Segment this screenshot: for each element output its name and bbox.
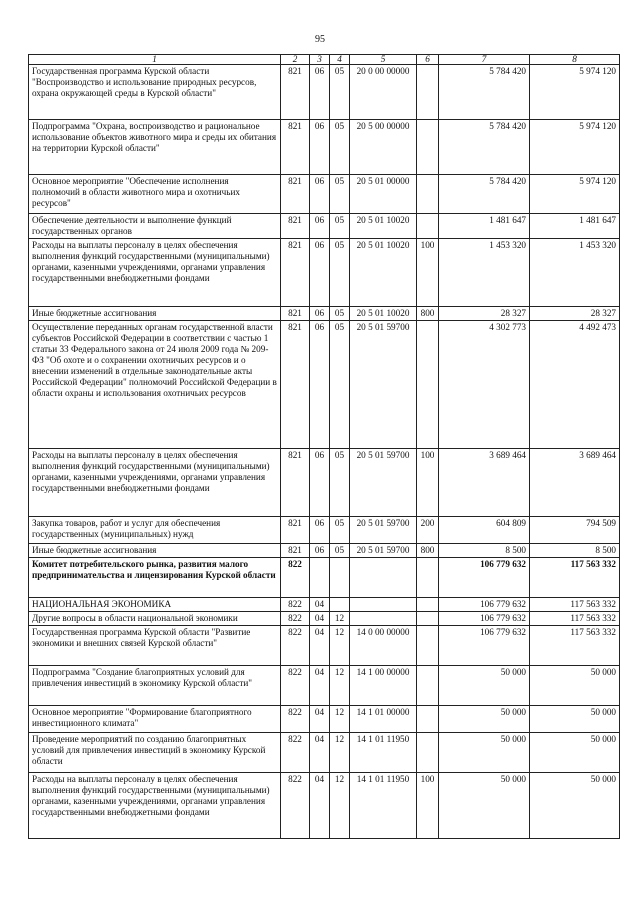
- subsection-code: 05: [330, 175, 350, 214]
- admin-code: 822: [281, 773, 310, 839]
- column-number-7: 7: [439, 55, 530, 65]
- target-article-code: 14 1 01 11950: [350, 773, 417, 839]
- expense-type-code: [417, 626, 439, 666]
- target-article-code: 20 5 01 59700: [350, 321, 417, 449]
- subsection-code: 12: [330, 773, 350, 839]
- amount-2021: 106 779 632: [439, 626, 530, 666]
- target-article-code: 20 5 01 10020: [350, 307, 417, 321]
- subsection-code: 05: [330, 120, 350, 175]
- admin-code: 822: [281, 706, 310, 733]
- expense-type-code: 100: [417, 449, 439, 517]
- amount-2021: 50 000: [439, 666, 530, 706]
- row-name: Осуществление переданных органам государственной власти субъектов Российской Федерации в соответствии с частью 1 статьи 33 Федерального закона от 24 июля 2009 года № 209-ФЗ "Об охоте и о сохранении охотничьих ресурсов и о внесении изменений в отдельные законодательные акты Российской Федерации" полномочий Российской Федерации в области охраны и использования охотничьих ресурсов: [29, 321, 281, 449]
- section-code: 06: [310, 65, 330, 120]
- target-article-code: 20 5 01 10020: [350, 214, 417, 239]
- expense-type-code: [417, 65, 439, 120]
- admin-code: 822: [281, 733, 310, 773]
- row-name: Государственная программа Курской области "Развитие экономики и внешних связей Курской области": [29, 626, 281, 666]
- table-row: [29, 517, 620, 544]
- amount-2022: 50 000: [530, 733, 620, 773]
- row-name: Основное мероприятие "Формирование благоприятного инвестиционного климата": [29, 706, 281, 733]
- table-row: [29, 65, 620, 120]
- page-number: 95: [315, 34, 325, 45]
- amount-2022: 4 492 473: [530, 321, 620, 449]
- table-row: [29, 449, 620, 517]
- column-number-3: 3: [310, 55, 330, 65]
- section-code: 06: [310, 239, 330, 307]
- table-row: [29, 214, 620, 239]
- amount-2022: 1 481 647: [530, 214, 620, 239]
- admin-code: 821: [281, 65, 310, 120]
- section-code: 06: [310, 214, 330, 239]
- subsection-code: 05: [330, 517, 350, 544]
- table-row: [29, 598, 620, 612]
- admin-code: 822: [281, 666, 310, 706]
- amount-2022: 794 509: [530, 517, 620, 544]
- subsection-code: 05: [330, 214, 350, 239]
- amount-2022: 50 000: [530, 706, 620, 733]
- admin-code: 821: [281, 120, 310, 175]
- subsection-code: [330, 598, 350, 612]
- target-article-code: [350, 558, 417, 598]
- section-code: 04: [310, 666, 330, 706]
- budget-table: [28, 54, 620, 839]
- target-article-code: 14 1 00 00000: [350, 666, 417, 706]
- table-row: [29, 626, 620, 666]
- row-name: Комитет потребительского рынка, развития малого предпринимательства и лицензирования Курской области: [29, 558, 281, 598]
- amount-2021: 106 779 632: [439, 612, 530, 626]
- amount-2022: 117 563 332: [530, 626, 620, 666]
- table-row: [29, 239, 620, 307]
- row-name: Подпрограмма "Охрана, воспроизводство и рациональное использование объектов животного мира и среды их обитания на территории Курской области": [29, 120, 281, 175]
- column-number-4: 4: [330, 55, 350, 65]
- subsection-code: 12: [330, 626, 350, 666]
- amount-2022: 1 453 320: [530, 239, 620, 307]
- subsection-code: 05: [330, 65, 350, 120]
- amount-2022: 117 563 332: [530, 558, 620, 598]
- section-code: 06: [310, 120, 330, 175]
- subsection-code: 12: [330, 733, 350, 773]
- row-name: Обеспечение деятельности и выполнение функций государственных органов: [29, 214, 281, 239]
- amount-2021: 3 689 464: [439, 449, 530, 517]
- target-article-code: 20 5 01 10020: [350, 239, 417, 307]
- subsection-code: 05: [330, 544, 350, 558]
- amount-2021: 4 302 773: [439, 321, 530, 449]
- amount-2021: 5 784 420: [439, 175, 530, 214]
- expense-type-code: 800: [417, 544, 439, 558]
- amount-2021: 106 779 632: [439, 558, 530, 598]
- subsection-code: 05: [330, 239, 350, 307]
- section-code: 04: [310, 612, 330, 626]
- section-code: [310, 558, 330, 598]
- amount-2021: 5 784 420: [439, 120, 530, 175]
- expense-type-code: [417, 214, 439, 239]
- section-code: 06: [310, 544, 330, 558]
- amount-2022: 8 500: [530, 544, 620, 558]
- row-name: Расходы на выплаты персоналу в целях обеспечения выполнения функций государственными (муниципальными) органами, казенными учреждениями, органами управления государственными внебюджетными фондами: [29, 449, 281, 517]
- section-code: 04: [310, 706, 330, 733]
- admin-code: 821: [281, 175, 310, 214]
- admin-code: 821: [281, 239, 310, 307]
- admin-code: 822: [281, 612, 310, 626]
- expense-type-code: [417, 612, 439, 626]
- table-row: [29, 544, 620, 558]
- target-article-code: 20 5 01 59700: [350, 517, 417, 544]
- expense-type-code: [417, 120, 439, 175]
- table-row: [29, 307, 620, 321]
- expense-type-code: [417, 666, 439, 706]
- subsection-code: [330, 558, 350, 598]
- amount-2022: 117 563 332: [530, 612, 620, 626]
- expense-type-code: 100: [417, 773, 439, 839]
- amount-2022: 28 327: [530, 307, 620, 321]
- column-number-1: 1: [29, 55, 281, 65]
- amount-2021: 604 809: [439, 517, 530, 544]
- expense-type-code: [417, 321, 439, 449]
- amount-2022: 5 974 120: [530, 175, 620, 214]
- column-number-2: 2: [281, 55, 310, 65]
- admin-code: 821: [281, 214, 310, 239]
- admin-code: 821: [281, 544, 310, 558]
- admin-code: 822: [281, 598, 310, 612]
- row-name: Закупка товаров, работ и услуг для обеспечения государственных (муниципальных) нужд: [29, 517, 281, 544]
- amount-2021: 50 000: [439, 706, 530, 733]
- subsection-code: 12: [330, 666, 350, 706]
- target-article-code: 20 5 01 59700: [350, 449, 417, 517]
- expense-type-code: [417, 175, 439, 214]
- subsection-code: 05: [330, 321, 350, 449]
- target-article-code: 20 5 00 00000: [350, 120, 417, 175]
- admin-code: 821: [281, 517, 310, 544]
- amount-2021: 28 327: [439, 307, 530, 321]
- section-code: 06: [310, 307, 330, 321]
- admin-code: 822: [281, 626, 310, 666]
- target-article-code: 14 1 01 00000: [350, 706, 417, 733]
- amount-2021: 1 453 320: [439, 239, 530, 307]
- section-code: 06: [310, 175, 330, 214]
- target-article-code: [350, 598, 417, 612]
- table-row: [29, 612, 620, 626]
- row-name: Расходы на выплаты персоналу в целях обеспечения выполнения функций государственными (муниципальными) органами, казенными учреждениями, органами управления государственными внебюджетными фондами: [29, 239, 281, 307]
- table-row: [29, 321, 620, 449]
- table-row: [29, 558, 620, 598]
- amount-2022: 50 000: [530, 666, 620, 706]
- expense-type-code: [417, 706, 439, 733]
- expense-type-code: 200: [417, 517, 439, 544]
- row-name: НАЦИОНАЛЬНАЯ ЭКОНОМИКА: [29, 598, 281, 612]
- row-name: Подпрограмма "Создание благоприятных условий для привлечения инвестиций в экономику Курской области": [29, 666, 281, 706]
- amount-2022: 5 974 120: [530, 120, 620, 175]
- amount-2022: 5 974 120: [530, 65, 620, 120]
- amount-2021: 50 000: [439, 773, 530, 839]
- amount-2021: 50 000: [439, 733, 530, 773]
- row-name: Иные бюджетные ассигнования: [29, 544, 281, 558]
- admin-code: 821: [281, 321, 310, 449]
- target-article-code: 20 5 01 59700: [350, 544, 417, 558]
- target-article-code: 14 0 00 00000: [350, 626, 417, 666]
- section-code: 04: [310, 626, 330, 666]
- section-code: 04: [310, 773, 330, 839]
- expense-type-code: [417, 598, 439, 612]
- target-article-code: [350, 612, 417, 626]
- admin-code: 822: [281, 558, 310, 598]
- table-row: [29, 733, 620, 773]
- table-row: [29, 706, 620, 733]
- table-row: [29, 666, 620, 706]
- row-name: Проведение мероприятий по созданию благоприятных условий для привлечения инвестиций в экономику Курской области: [29, 733, 281, 773]
- amount-2022: 117 563 332: [530, 598, 620, 612]
- column-number-6: 6: [417, 55, 439, 65]
- column-number-row: [29, 55, 620, 65]
- table-row: [29, 175, 620, 214]
- expense-type-code: [417, 558, 439, 598]
- subsection-code: 05: [330, 449, 350, 517]
- column-number-5: 5: [350, 55, 417, 65]
- target-article-code: 20 5 01 00000: [350, 175, 417, 214]
- section-code: 06: [310, 449, 330, 517]
- target-article-code: 20 0 00 00000: [350, 65, 417, 120]
- target-article-code: 14 1 01 11950: [350, 733, 417, 773]
- subsection-code: 05: [330, 307, 350, 321]
- expense-type-code: 800: [417, 307, 439, 321]
- column-number-8: 8: [530, 55, 620, 65]
- admin-code: 821: [281, 307, 310, 321]
- row-name: Другие вопросы в области национальной экономики: [29, 612, 281, 626]
- amount-2022: 50 000: [530, 773, 620, 839]
- amount-2021: 8 500: [439, 544, 530, 558]
- row-name: Государственная программа Курской области "Воспроизводство и использование природных ресурсов, охрана окружающей среды в Курской области": [29, 65, 281, 120]
- expense-type-code: 100: [417, 239, 439, 307]
- amount-2021: 5 784 420: [439, 65, 530, 120]
- table-row: [29, 120, 620, 175]
- section-code: 06: [310, 517, 330, 544]
- section-code: 04: [310, 598, 330, 612]
- row-name: Иные бюджетные ассигнования: [29, 307, 281, 321]
- section-code: 04: [310, 733, 330, 773]
- amount-2022: 3 689 464: [530, 449, 620, 517]
- subsection-code: 12: [330, 706, 350, 733]
- table-body: [29, 65, 620, 839]
- row-name: Расходы на выплаты персоналу в целях обеспечения выполнения функций государственными (муниципальными) органами, казенными учреждениями, органами управления государственными внебюджетными фондами: [29, 773, 281, 839]
- amount-2021: 1 481 647: [439, 214, 530, 239]
- expense-type-code: [417, 733, 439, 773]
- subsection-code: 12: [330, 612, 350, 626]
- row-name: Основное мероприятие "Обеспечение исполнения полномочий в области животного мира и охотничьих ресурсов": [29, 175, 281, 214]
- table-row: [29, 773, 620, 839]
- amount-2021: 106 779 632: [439, 598, 530, 612]
- section-code: 06: [310, 321, 330, 449]
- admin-code: 821: [281, 449, 310, 517]
